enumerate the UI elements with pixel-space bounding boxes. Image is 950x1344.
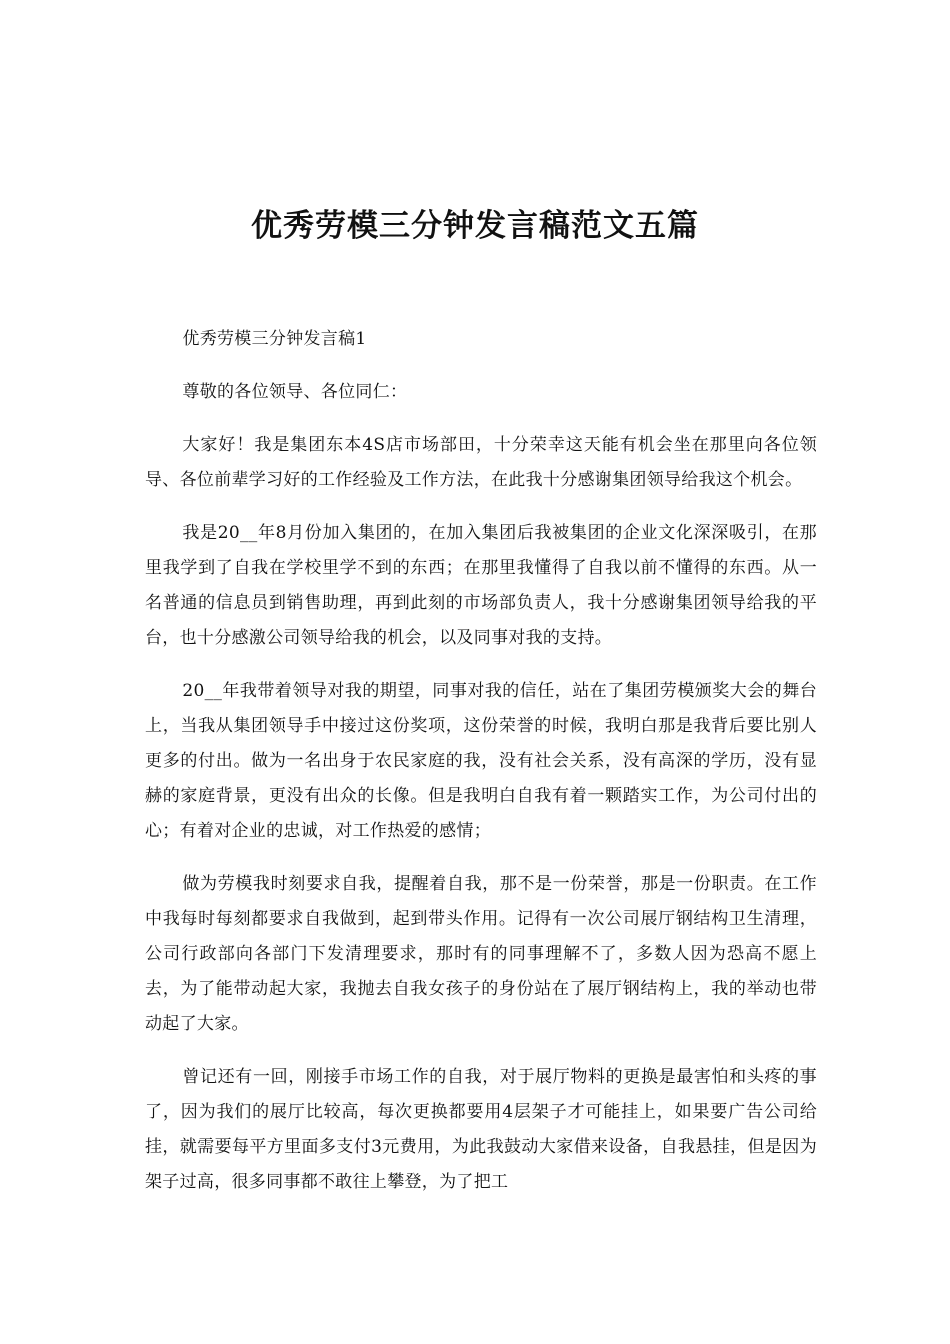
document-body xyxy=(145,322,817,1218)
paragraph-salutation: 尊敬的各位领导、各位同仁： xyxy=(182,382,408,402)
paragraph: 20__年我带着领导对我的期望，同事对我的信任，站在了集团劳模颁奖大会的舞台上，当我从集团领导手中接过这份奖项，这份荣誉的时候，我明白那是我背后要比别人更多的付出。做为一名出身于农民家庭的我，没有社会关系，没有高深的学历，没有显赫的家庭背景，更没有出众的长像。但是我明白自我有着一颗踏实工作，为公司付出的心；有着对企业的忠诚，对工作热爱的感情； xyxy=(145,681,817,841)
document-title: 优秀劳模三分钟发言稿范文五篇 xyxy=(251,208,699,244)
paragraph: 我是20__年8月份加入集团的，在加入集团后我被集团的企业文化深深吸引，在那里我学到了自我在学校里学不到的东西；在那里我懂得了自我以前不懂得的东西。从一名普通的信息员到销售助理，再到此刻的市场部负责人，我十分感谢集团领导给我的平台，也十分感激公司领导给我的机会，以及同事对我的支持。 xyxy=(145,523,817,648)
paragraph: 大家好！我是集团东本4S店市场部田，十分荣幸这天能有机会坐在那里向各位领导、各位前辈学习好的工作经验及工作方法，在此我十分感谢集团领导给我这个机会。 xyxy=(145,435,817,490)
paragraph-section-heading: 优秀劳模三分钟发言稿1 xyxy=(182,329,367,349)
paragraph: 做为劳模我时刻要求自我，提醒着自我，那不是一份荣誉，那是一份职责。在工作中我每时每刻都要求自我做到，起到带头作用。记得有一次公司展厅钢结构卫生清理，公司行政部向各部门下发清理要求，那时有的同事理解不了，多数人因为恐高不愿上去，为了能带动起大家，我抛去自我女孩子的身份站在了展厅钢结构上，我的举动也带动起了大家。 xyxy=(145,874,817,1034)
paragraph: 曾记还有一回，刚接手市场工作的自我，对于展厅物料的更换是最害怕和头疼的事了，因为我们的展厅比较高，每次更换都要用4层架子才可能挂上，如果要广告公司给挂，就需要每平方里面多支付3元费用，为此我鼓动大家借来设备，自我悬挂，但是因为架子过高，很多同事都不敢往上攀登，为了把工 xyxy=(145,1067,817,1192)
